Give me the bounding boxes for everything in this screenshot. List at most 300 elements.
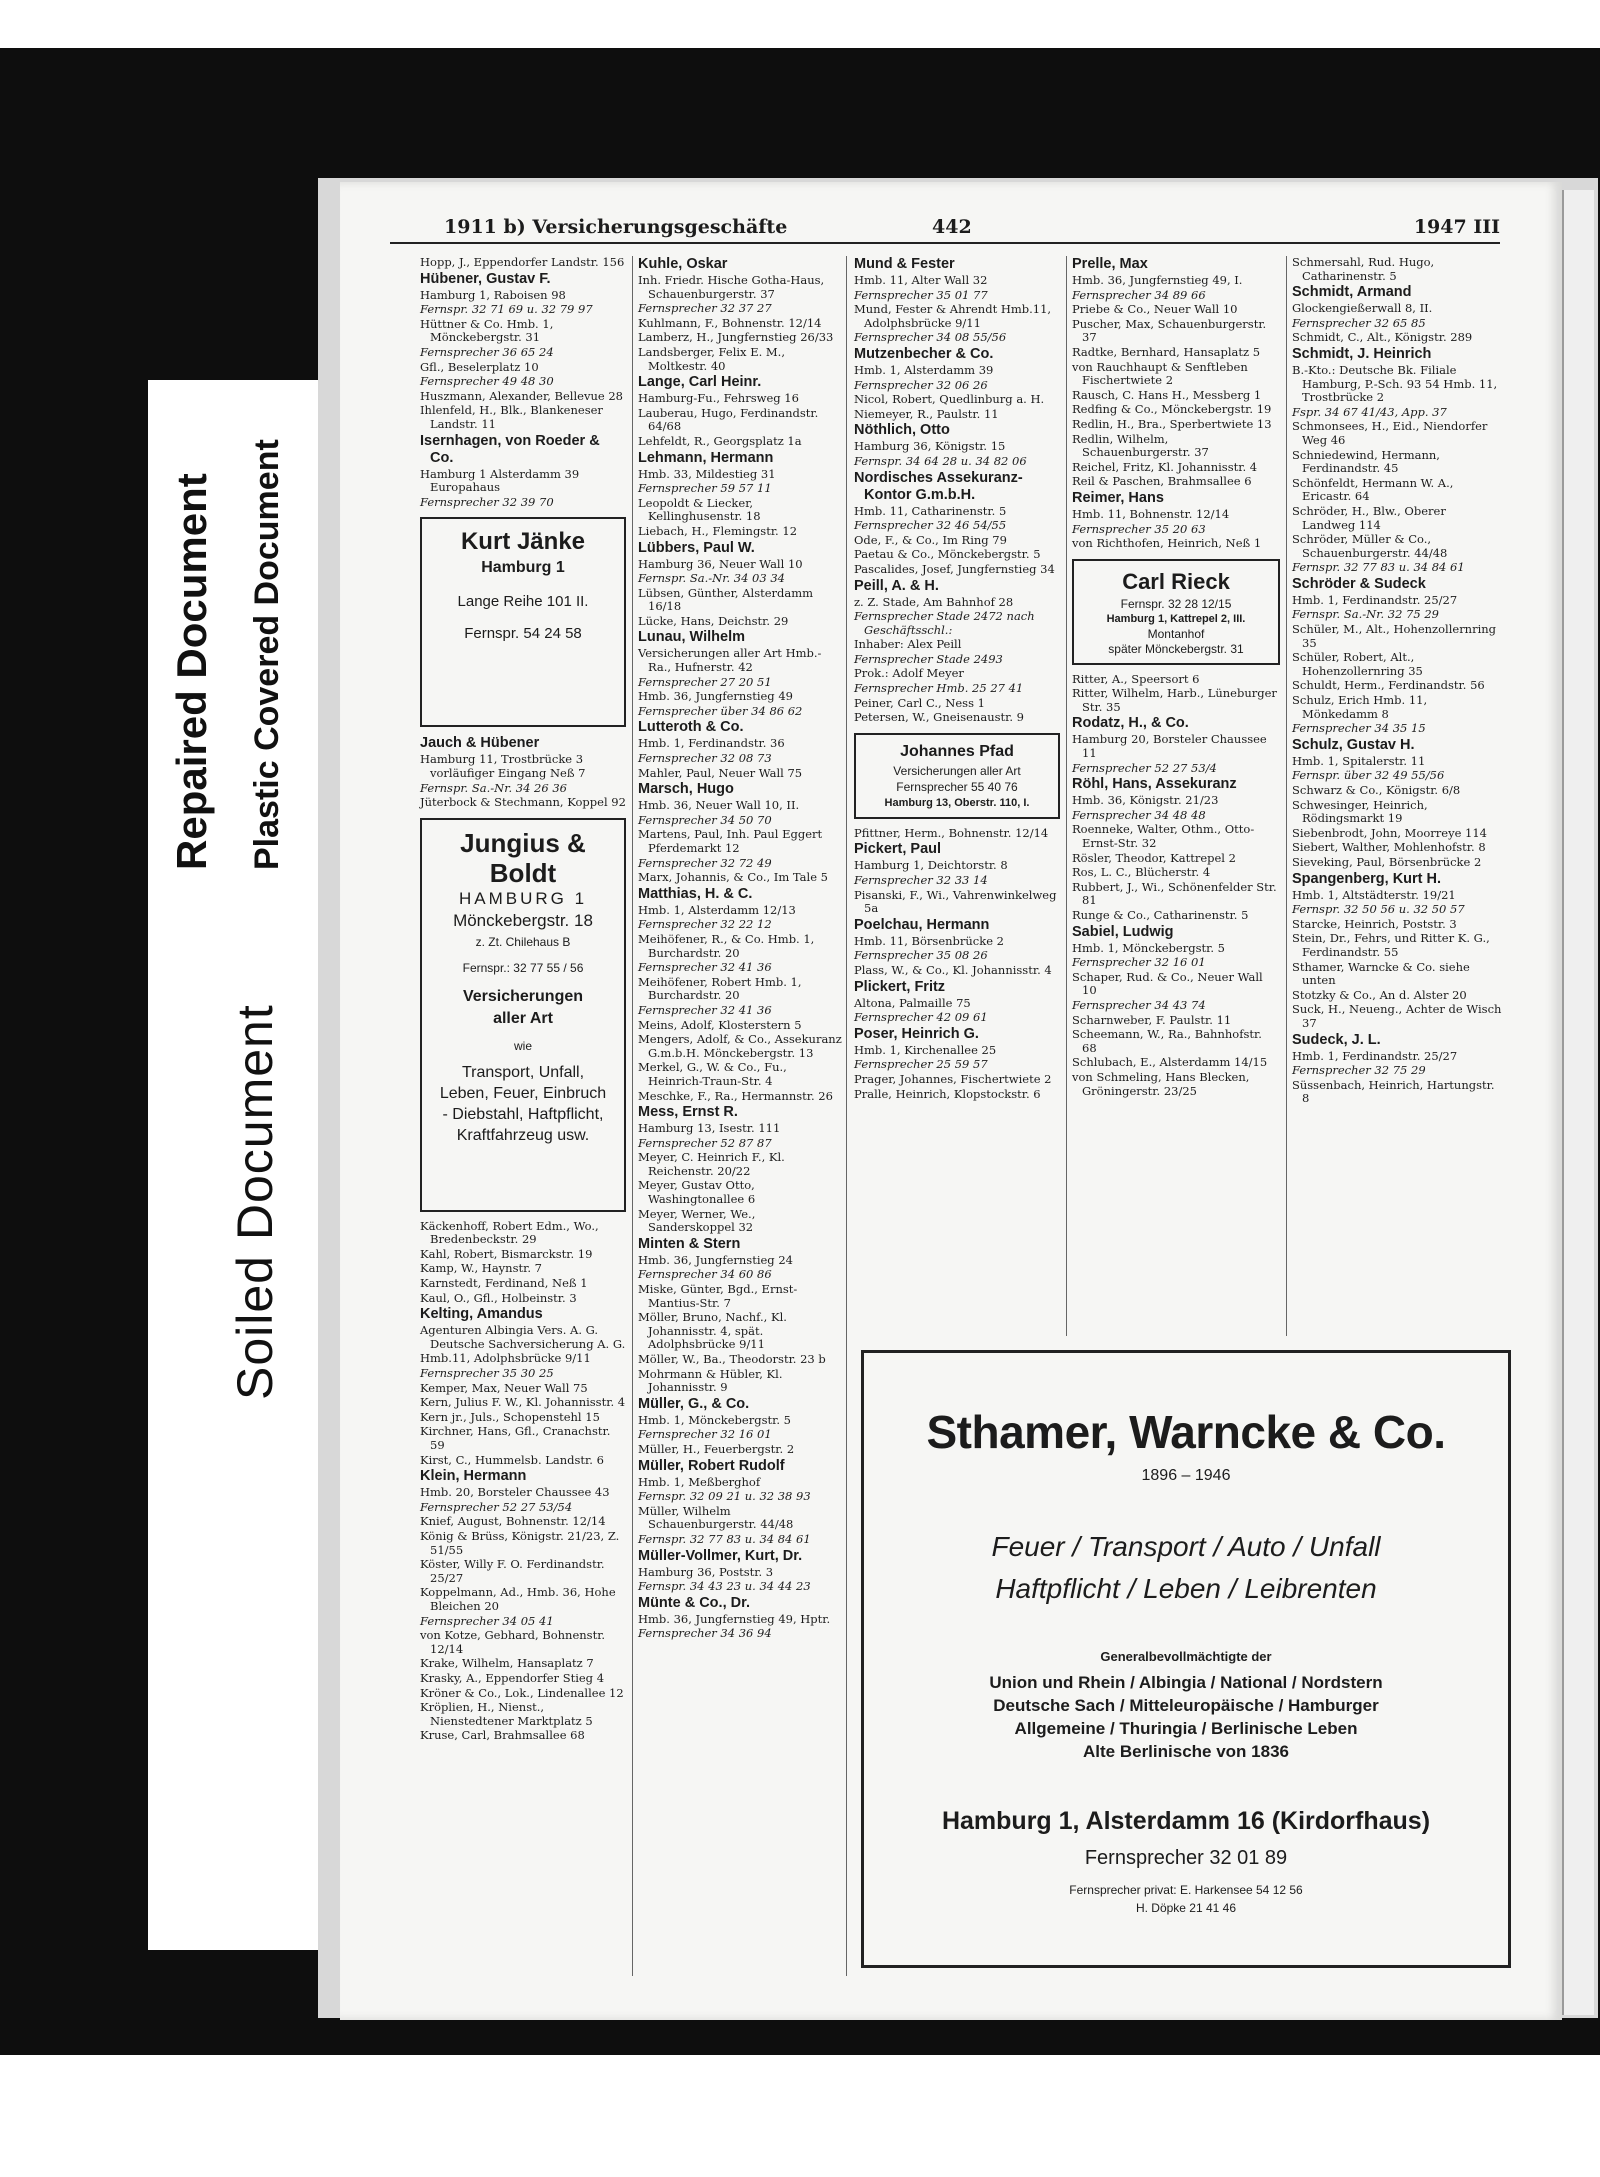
entry-name: Jauch & Hübener [420,735,540,752]
entry-line: Rösler, Theodor, Kattrepel 2 [1072,850,1236,865]
ad-phone: Fernspr. 32 28 12/15 [1120,596,1232,611]
entry-line: Hmb. 1, Ferdinandstr. 36 [638,736,785,751]
entry-line: Fernsprecher 34 43 74 [1072,997,1206,1012]
entry-line: Köster, Willy F. O. Ferdinandstr. 25/27 [420,1557,605,1585]
ad-address: Hamburg 1, Alsterdamm 16 (Kirdorfhaus) [941,1807,1431,1835]
entry-line: Hmb. 11, Bohnenstr. 12/14 [1072,506,1230,521]
entry-line: Schmidt, C., Alt., Königstr. 289 [1292,330,1473,345]
entry-name: Müller, Robert Rudolf [638,1457,785,1474]
entry-line: König & Brüss, Königstr. 21/23, Z. 51/55 [420,1528,620,1557]
entry-name: Lutteroth & Co. [638,719,744,736]
entry-line: Müller, Wilhelm Schauenburgerstr. 44/48 [638,1503,794,1532]
entry-line: Schmonsees, H., Eid., Niendorfer Weg 46 [1292,419,1488,447]
ad-phone: Fernsprecher 32 01 89 [1084,1847,1288,1869]
entry-line: Mahler, Paul, Neuer Wall 75 [638,765,803,780]
entry-name: Sabiel, Ludwig [1072,923,1174,940]
entry-line: Fernsprecher 32 33 14 [854,873,988,888]
entry-line: Krasky, A., Eppendorfer Stieg 4 [420,1670,605,1685]
entry-line: Hopp, J., Eppendorfer Landstr. 156 [420,255,625,269]
entry-name: Kuhle, Oskar [638,256,728,272]
entry-line: Schniedewind, Hermann, Ferdinandstr. 45 [1292,447,1440,476]
entry-line: Fernsprecher 34 05 41 [420,1613,554,1628]
entry-list [420,256,626,509]
entry-line: Lehfeldt, R., Georgsplatz 1a [638,433,802,448]
entry-line: Hmb. 11, Catharinenstr. 5 [854,503,1007,518]
ad-house: Montanhof [1147,626,1205,641]
entry-list [1072,256,1280,551]
entry-line: Ihlenfeld, H., Blk., Blankeneser Landstr. 11 [420,403,603,431]
entry-line: Lamberz, H., Jungfernstieg 26/33 [638,330,834,345]
entry-line: Fernspr. 32 09 21 u. 32 38 93 [638,1489,811,1504]
entry-line: z. Z. Stade, Am Bahnhof 28 [854,594,1014,609]
entry-line: Fernsprecher 32 06 26 [854,377,988,392]
entry-line: Schmersahl, Rud. Hugo, Catharinenstr. 5 [1292,255,1435,283]
entry-line: Schröder, Müller & Co., Schauenburgerstr. 44/48 [1292,532,1448,560]
ad-private-phones [864,1881,1508,1917]
entry-line: Hmb. 1, Alsterdamm 39 [854,362,994,377]
entry-list [420,735,626,809]
entry-line: Hüttner & Co. Hmb. 1, Mönckebergstr. 31 [420,316,554,345]
entry-line: Priebe & Co., Neuer Wall 10 [1072,302,1238,317]
entry-line: Schüler, Robert, Alt., Hohenzollernring 35 [1292,650,1423,678]
entry-line: Fernsprecher Stade 2493 [854,651,1003,666]
ad-street: Mönckebergstr. 18 [453,910,593,930]
scan-bottom-margin [0,2055,1600,2177]
entry-name: Müller, G., & Co. [638,1395,750,1412]
entry-line: Schlubach, E., Alsterdamm 14/15 [1072,1055,1268,1070]
entry-line: Schröder, H., Blw., Oberer Landweg 114 [1292,503,1446,532]
entry-line: Fernsprecher 32 16 01 [1072,955,1206,970]
entry-name: Münte & Co., Dr. [638,1594,750,1611]
plastic-label: Plastic Covered Document [248,439,286,870]
entry-name: Hübener, Gustav F. [420,270,551,287]
ad-name: Jungius & Boldt [460,827,586,888]
entry-line: Fernsprecher 52 27 53/4 [1072,760,1217,775]
entry-line: Hmb. 1, Mönckebergstr. 5 [638,1412,791,1427]
entry-line: Radtke, Bernhard, Hansaplatz 5 [1072,344,1261,359]
entry-line: Lücke, Hans, Deichstr. 29 [638,613,789,628]
entry-line: Rubbert, J., Wi., Schönenfelder Str. 81 [1072,879,1277,908]
entry-line: Hmb. 36, Neuer Wall 10, II. [638,798,800,813]
entry-line: Ros, L. C., Blücherstr. 4 [1072,865,1211,880]
entry-line: Fernspr. 32 71 69 u. 32 79 97 [420,302,593,317]
entry-line: Versicherungen aller Art Hmb.-Ra., Hufnerstr. 42 [638,646,822,675]
entry-name: Spangenberg, Kurt H. [1292,870,1442,887]
entry-name: Nordisches Assekuranz-Kontor G.m.b.H. [854,469,1023,503]
entry-name: Pickert, Paul [854,841,942,858]
entry-line: Fernsprecher 32 37 27 [638,301,772,316]
entry-line: Fernsprecher 32 08 73 [638,751,772,766]
ad-heading-2: aller Art [493,1009,553,1027]
ad-name: Kurt Jänke [460,528,586,556]
ad-jungius-boldt [420,818,626,1212]
entry-line: Meyer, Gustav Otto, Washingtonallee 6 [638,1178,756,1207]
entry-line: Hamburg 13, Isestr. 111 [638,1121,781,1136]
entry-line: Glockengießerwall 8, II. [1292,301,1433,316]
entry-line: Peiner, Carl C., Ness 1 [854,695,985,710]
entry-line: Schuldt, Herm., Ferdinandstr. 56 [1292,678,1485,693]
entry-line: Niemeyer, R., Paulstr. 11 [854,406,999,421]
ad-agent-intro: Generalbevollmächtigte der [1100,1649,1272,1664]
entry-line: Fernsprecher 34 36 94 [638,1626,772,1641]
entry-line: Reil & Paschen, Brahmsallee 6 [1072,474,1252,489]
ad-kurt-jaenke [420,517,626,727]
entry-line: Hmb. 1, Alsterdamm 12/13 [638,902,796,917]
entry-line: Hmb. 11, Alter Wall 32 [854,273,988,287]
ad-insurers [864,1671,1508,1763]
entry-line: Paetau & Co., Mönckebergstr. 5 [854,547,1041,562]
entry-line: Prok.: Adolf Meyer [854,666,964,681]
entry-line: Fernsprecher 35 01 77 [854,287,988,302]
ad-private-phone: Fernsprecher privat: E. Harkensee 54 12 56 [1069,1883,1303,1897]
entry-name: Mund & Fester [854,256,955,272]
ad-address: Hamburg 13, Oberstr. 110, I. [884,796,1030,809]
entry-name: Klein, Hermann [420,1468,527,1485]
entry-line: Meins, Adolf, Klosterstern 5 [638,1017,802,1032]
entry-line: Schwesinger, Heinrich, Rödingsmarkt 19 [1292,797,1428,826]
entry-line: Fernspr. 34 64 28 u. 34 82 06 [854,453,1027,468]
entry-line: Süssenbach, Heinrich, Hartungstr. 8 [1292,1077,1495,1106]
entry-line: Inh. Friedr. Hische Gotha-Haus, Schauenburgerstr. 37 [638,273,825,301]
ad-city: Hamburg 1 [481,559,565,577]
entry-name: Mutzenbecher & Co. [854,345,994,362]
entry-line: Plass, W., & Co., Kl. Johannisstr. 4 [854,963,1052,977]
entry-line: Kaul, O., Gfl., Holbeinstr. 3 [420,1290,577,1305]
ad-private-phone: H. Döpke 21 41 46 [1135,1901,1237,1915]
entry-line: Kirchner, Hans, Gfl., Cranachstr. 59 [420,1424,611,1452]
entry-line: Käckenhoff, Robert Edm., Wo., Bredenbeckstr. 29 [420,1218,599,1247]
entry-name: Schröder & Sudeck [1292,575,1426,592]
entry-name: Röhl, Hans, Assekuranz [1072,776,1237,793]
entry-line: Fernsprecher 27 20 51 [638,674,772,689]
entry-line: Fernspr. über 32 49 55/56 [1292,768,1445,783]
entry-name: Lehmann, Hermann [638,449,774,466]
column-separator [1066,256,1067,1336]
entry-line: Suck, H., Neueng., Achter de Wisch 37 [1292,1002,1502,1030]
entry-line: Kern jr., Juls., Schopenstehl 15 [420,1409,600,1424]
entry-line: Fernsprecher 32 46 54/55 [854,518,1007,533]
entry-name: Schmidt, Armand [1292,284,1412,301]
entry-line: Kröplien, H., Nienst., Nienstedtener Marktplatz 5 [420,1700,593,1728]
column-separator [1286,256,1287,1336]
entry-line: Stotzky & Co., An d. Alster 20 [1292,987,1467,1002]
entry-line: Hamburg 36, Königstr. 15 [854,439,1006,454]
entry-name: Minten & Stern [638,1235,741,1252]
ad-carl-rieck [1072,559,1280,665]
entry-line: Fernsprecher 34 89 66 [1072,287,1206,302]
entry-line: Fernsprecher 59 57 11 [638,481,772,496]
ad-heading: Versicherungen [462,987,584,1005]
ad-years: 1896 – 1946 [1141,1467,1231,1484]
entry-line: Fernsprecher 34 35 15 [1292,721,1426,736]
entry-line: Fernsprecher 36 65 24 [420,344,554,359]
entry-line: Reichel, Fritz, Kl. Johannisstr. 4 [1072,459,1258,474]
entry-line: Pisanski, F., Wi., Vahrenwinkelweg 5a [854,887,1057,916]
entry-line: Knief, August, Bohnenstr. 12/14 [420,1514,606,1529]
column-4 [1072,256,1280,1099]
entry-line: Meyer, Werner, We., Sanderskoppel 32 [638,1206,756,1235]
entry-line: Schwarz & Co., Königstr. 6/8 [1292,783,1461,797]
entry-name: Plickert, Fritz [854,978,946,995]
entry-line: Sthamer, Warncke & Co. siehe unten [1292,959,1470,988]
entry-line: Redlin, H., Bra., Sperbertwiete 13 [1072,416,1272,431]
entry-line: Fernspr. 32 77 83 u. 34 84 61 [638,1531,811,1546]
entry-line: von Schmeling, Hans Blecken, Gröningerstr. 23/25 [1072,1069,1250,1098]
entry-line: Fernsprecher 34 60 86 [638,1267,772,1282]
entry-name: Poelchau, Hermann [854,916,990,933]
entry-line: Kruse, Carl, Brahmsallee 68 [420,1728,585,1743]
column-separator [846,256,847,1976]
entry-line: Marx, Johannis, & Co., Im Tale 5 [638,870,828,885]
entry-name: Peill, A. & H. [854,577,939,594]
entry-line: Kahl, Robert, Bismarckstr. 19 [420,1246,593,1261]
entry-line: Mund, Fester & Ahrendt Hmb.11, Adolphsbrücke 9/11 [854,302,1052,330]
entry-name: Isernhagen, von Roeder & Co. [420,432,600,466]
entry-line: Redfing & Co., Mönckebergstr. 19 [1072,402,1272,417]
ad-insurers-line: Union und Rhein / Albingia / National / Nordstern [989,1673,1383,1692]
entry-line: Redlin, Wilhelm, Schauenburgerstr. 37 [1072,431,1209,460]
entry-line: Hmb. 1, Ferdinandstr. 25/27 [1292,592,1458,607]
entry-line: Hmb. 33, Mildestieg 31 [638,466,776,481]
entry-line: Petersen, W., Gneisenaustr. 9 [854,710,1024,725]
entry-line: Scheemann, W., Ra., Bahnhofstr. 68 [1072,1027,1262,1055]
ad-lines: Transport, Unfall, Leben, Feuer, Einbruch - Diebstahl, Haftpflicht, Kraftfahrzeug usw. [439,1063,607,1144]
entry-line: Meihöfener, Robert Hmb. 1, Burchardstr. 20 [638,974,802,1003]
entry-line: Fernsprecher Hmb. 25 27 41 [854,681,1024,696]
column-2 [638,256,842,1642]
entry-line: Kern, Julius F. W., Kl. Johannisstr. 4 [420,1395,626,1410]
entry-line: Fernsprecher 25 59 57 [854,1057,988,1072]
ad-line: Versicherungen aller Art [893,763,1021,778]
ad-phone: Fernspr.: 32 77 55 / 56 [462,960,584,975]
entry-name: Rodatz, H., & Co. [1072,715,1189,732]
entry-line: Hmb. 1, Spitalerstr. 11 [1292,753,1426,768]
ad-insurers-line: Deutsche Sach / Mitteleuropäische / Hamburger [993,1696,1379,1715]
entry-line: Koppelmann, Ad., Hmb. 36, Hohe Bleichen 20 [420,1585,616,1613]
entry-line: Kamp, W., Haynstr. 7 [420,1261,542,1276]
entry-name: Müller-Vollmer, Kurt, Dr. [638,1547,803,1564]
entry-line: Fernsprecher über 34 86 62 [638,703,803,718]
entry-line: Lauberau, Hugo, Ferdinandstr. 64/68 [638,405,819,434]
entry-line: Krake, Wilhelm, Hansaplatz 7 [420,1656,594,1671]
entry-line: Hmb. 1, Kirchenallee 25 [854,1042,997,1057]
entry-line: Kirst, C., Hummelsb. Landstr. 6 [420,1452,604,1467]
entry-line: Meyer, C. Heinrich F., Kl. Reichenstr. 20/22 [638,1150,785,1178]
entry-line: Nicol, Robert, Quedlinburg a. H. [854,392,1045,407]
entry-name: Poser, Heinrich G. [854,1025,979,1042]
entry-line: von Kotze, Gebhard, Bohnenstr. 12/14 [420,1628,606,1656]
entry-line: Mengers, Adolf, & Co., Assekuranz G.m.b.H. Mönckebergstr. 13 [638,1032,842,1060]
entry-line: Fernsprecher 52 87 87 [638,1135,772,1150]
entry-line: Schaper, Rud. & Co., Neuer Wall 10 [1072,969,1263,998]
entry-line: Hmb. 36, Jungfernstieg 49, I. [1072,273,1243,287]
entry-name: Marsch, Hugo [638,781,734,798]
ad-lines-1: Feuer / Transport / Auto / Unfall [991,1531,1381,1562]
header-rule [390,242,1500,244]
entry-line: Fernsprecher 42 09 61 [854,1010,988,1025]
scan-top-margin [0,0,1600,48]
entry-line: Hmb. 20, Borsteler Chaussee 43 [420,1485,610,1500]
entry-line: Kuhlmann, F., Bohnenstr. 12/14 [638,315,822,330]
entry-line: Möller, W., Ba., Theodorstr. 23 b [638,1352,826,1366]
ad-street: Lange Reihe 101 II. [457,593,589,611]
entry-line: Rausch, C. Hans H., Messberg 1 [1072,387,1262,402]
entry-line: Fernsprecher 35 30 25 [420,1366,554,1381]
column-5 [1292,256,1502,1107]
entry-line: Liebach, H., Flemingstr. 12 [638,523,798,538]
entry-line: Fernspr. Sa.-Nr. 32 75 29 [1292,607,1439,622]
entry-line: Huszmann, Alexander, Bellevue 28 [420,388,623,403]
entry-line: B.-Kto.: Deutsche Bk. Filiale Hamburg, P.-Sch. 93 54 Hmb. 11, Trostbrücke 2 [1292,362,1498,405]
entry-line: Schüler, M., Alt., Hohenzollernring 35 [1292,622,1497,650]
entry-line: Hmb. 36, Jungfernstieg 49 [638,689,793,704]
ad-house: z. Zt. Chilehaus B [475,934,571,949]
column-3 [854,256,1060,1102]
entry-line: Fernsprecher 35 08 26 [854,948,988,963]
entry-line: Martens, Paul, Inh. Paul Eggert Pferdemarkt 12 [638,827,823,855]
entry-line: Fernsprecher 32 41 36 [638,960,772,975]
entry-line: Schulz, Erich Hmb. 11, Mönkedamm 8 [1292,693,1428,721]
entry-name: Nöthlich, Otto [854,422,950,439]
entry-line: Lübsen, Günther, Alsterdamm 16/18 [638,585,814,614]
ad-name: Carl Rieck [1122,568,1230,594]
entry-line: Hmb. 36, Jungfernstieg 24 [638,1252,793,1267]
entry-line: Hmb. 36, Jungfernstieg 49, Hptr. [638,1611,831,1626]
entry-line: Fernsprecher 52 27 53/54 [420,1499,573,1514]
entry-line: Siebert, Walther, Mohlenhofstr. 8 [1292,840,1486,855]
entry-line: Müller, H., Feuerbergstr. 2 [638,1441,795,1456]
ad-phone: Fernspr. 54 24 58 [464,625,582,643]
entry-line: Altona, Palmaille 75 [854,995,971,1010]
entry-line: Fernspr. 34 43 23 u. 34 44 23 [638,1579,811,1594]
entry-line: Hamburg 1, Raboisen 98 [420,287,566,302]
entry-name: Sudeck, J. L. [1292,1031,1381,1048]
entry-line: Fernspr. Sa.-Nr. 34 26 36 [420,780,567,795]
entry-line: Hamburg 11, Trostbrücke 3 vorläufiger Eingang Neß 7 [420,752,586,780]
entry-list [854,256,1060,725]
entry-line: Fernsprecher 32 65 85 [1292,315,1426,330]
ad-connector: wie [513,1038,532,1053]
entry-name: Lange, Carl Heinr. [638,374,762,391]
entry-line: von Rauchhaupt & Senftleben Fischertwiete 2 [1072,359,1248,388]
entry-line: Fernsprecher 49 48 30 [420,374,554,389]
page-number: 442 [932,216,972,238]
entry-line: Roenneke, Walter, Othm., Otto-Ernst-Str. 32 [1072,822,1255,851]
entry-line: Pascalides, Josef, Jungfernstieg 34 [854,561,1055,576]
entry-list [420,1220,626,1743]
entry-name: Lübbers, Paul W. [638,539,755,556]
running-head [390,212,1500,242]
entry-line: Agenturen Albingia Vers. A. G. Deutsche Sachversicherung A. G. [420,1323,626,1351]
entry-line: Meihöfener, R., & Co. Hmb. 1, Burchardstr. 20 [638,931,815,960]
ad-sthamer-warncke [861,1350,1511,1968]
entry-line: Fspr. 34 67 41/43, App. 37 [1292,404,1447,419]
entry-line: Hamburg-Fu., Fehrsweg 16 [638,391,799,406]
entry-list [638,256,842,1641]
entry-line: Fernsprecher 34 48 48 [1072,807,1206,822]
entry-name: Mess, Ernst R. [638,1104,738,1121]
ad-phone: Fernsprecher 55 40 76 [896,779,1018,794]
entry-name: Schulz, Gustav H. [1292,736,1415,753]
ad-insurers-line: Allgemeine / Thuringia / Berlinische Leben [1014,1719,1358,1738]
entry-line: Meschke, F., Ra., Hermannstr. 26 [638,1088,833,1103]
entry-line: Kröner & Co., Lok., Lindenallee 12 [420,1685,624,1700]
entry-line: Möller, Bruno, Nachf., Kl. Johannisstr. 4, spät. Adolphsbrücke 9/11 [638,1310,787,1352]
entry-list [1292,256,1502,1106]
entry-line: Hmb. 1, Ferdinandstr. 25/27 [1292,1048,1458,1063]
entry-line: Gfl., Beselerplatz 10 [420,359,539,374]
ad-johannes-pfad [854,733,1060,819]
entry-line: Hamburg 36, Poststr. 3 [638,1564,774,1579]
entry-name: Prelle, Max [1072,256,1148,272]
entry-line: Sieveking, Paul, Börsenbrücke 2 [1292,854,1482,869]
entry-list [854,827,1060,1101]
entry-line: Karnstedt, Ferdinand, Neß 1 [420,1276,588,1291]
entry-name: Schmidt, J. Heinrich [1292,345,1432,362]
entry-line: Fernspr. Sa.-Nr. 34 03 34 [638,571,785,586]
entry-line: Hamburg 1 Alsterdamm 39 Europahaus [420,466,580,495]
page-edge [1562,190,1594,2015]
entry-line: Hmb. 1, Altstädterstr. 19/21 [1292,887,1456,902]
entry-line: Fernsprecher 32 41 36 [638,1002,772,1017]
entry-line: Hmb. 1, Meßberghof [638,1474,761,1489]
entry-line: Inhaber: Alex Peill [854,637,962,652]
entry-line: Hamburg 20, Borsteler Chaussee 11 [1072,732,1267,761]
entry-line: Fernsprecher 35 20 63 [1072,521,1206,536]
entry-line: Scharnweber, F. Paulstr. 11 [1072,1012,1232,1027]
entry-line: Landsberger, Felix E. M., Moltkestr. 40 [638,344,785,373]
entry-line: Fernsprecher 32 39 70 [420,494,554,509]
entry-line: Fernspr. 32 50 56 u. 32 50 57 [1292,902,1465,917]
entry-line: Siebenbrodt, John, Moorreye 114 [1292,825,1488,840]
entry-line: von Richthofen, Heinrich, Neß 1 [1072,536,1262,551]
entry-name: Reimer, Hans [1072,489,1164,506]
ad-city: HAMBURG 1 [458,888,588,908]
ad-title: Sthamer, Warncke & Co. [926,1406,1446,1458]
entry-line: Fernsprecher 32 16 01 [638,1427,772,1442]
soiled-label: Soiled Document [227,1004,283,1400]
entry-line: Ritter, A., Speersort 6 [1072,671,1200,686]
column-separator [632,256,633,1976]
year-volume: 1947 III [1413,216,1500,238]
entry-line: Fernsprecher 34 50 70 [638,812,772,827]
ad-address: Hamburg 1, Kattrepel 2, III. [1106,612,1246,625]
entry-line: Hmb. 1, Mönckebergstr. 5 [1072,940,1225,955]
ad-lines-2: Haftpflicht / Leben / Leibrenten [995,1573,1377,1604]
entry-line: Kemper, Max, Neuer Wall 75 [420,1380,588,1395]
entry-list [1072,673,1280,1098]
entry-line: Hmb.11, Adolphsbrücke 9/11 [420,1351,591,1366]
entry-name: Matthias, H. & C. [638,885,753,902]
repaired-label: Repaired Document [168,473,215,870]
entry-line: Merkel, G., W. & Co., Fu., Heinrich-Traun-Str. 4 [638,1060,787,1088]
entry-line: Ritter, Wilhelm, Harb., Lüneburger Str. 35 [1072,686,1277,714]
entry-line: Fernsprecher 34 08 55/56 [854,330,1007,345]
entry-line: Jüterbock & Stechmann, Koppel 92 [420,795,626,810]
entry-line: Hmb. 36, Königstr. 21/23 [1072,793,1219,808]
entry-name: Kelting, Amandus [420,1306,543,1323]
ad-name: Johannes Pfad [900,742,1014,760]
entry-line: Hmb. 11, Börsenbrücke 2 [854,933,1004,948]
entry-line: Ode, F., & Co., Im Ring 79 [854,532,1007,547]
column-1 [420,256,626,1744]
entry-line: Fernspr. 32 77 83 u. 34 84 61 [1292,560,1465,575]
entry-line: Prager, Johannes, Fischertwiete 2 [854,1071,1052,1086]
entry-line: Runge & Co., Catharinenstr. 5 [1072,908,1249,922]
entry-line: Hamburg 1, Deichtorstr. 8 [854,858,1008,873]
entry-line: Puscher, Max, Schauenburgerstr. 37 [1072,316,1267,345]
entry-line: Fernsprecher 32 75 29 [1292,1063,1426,1078]
